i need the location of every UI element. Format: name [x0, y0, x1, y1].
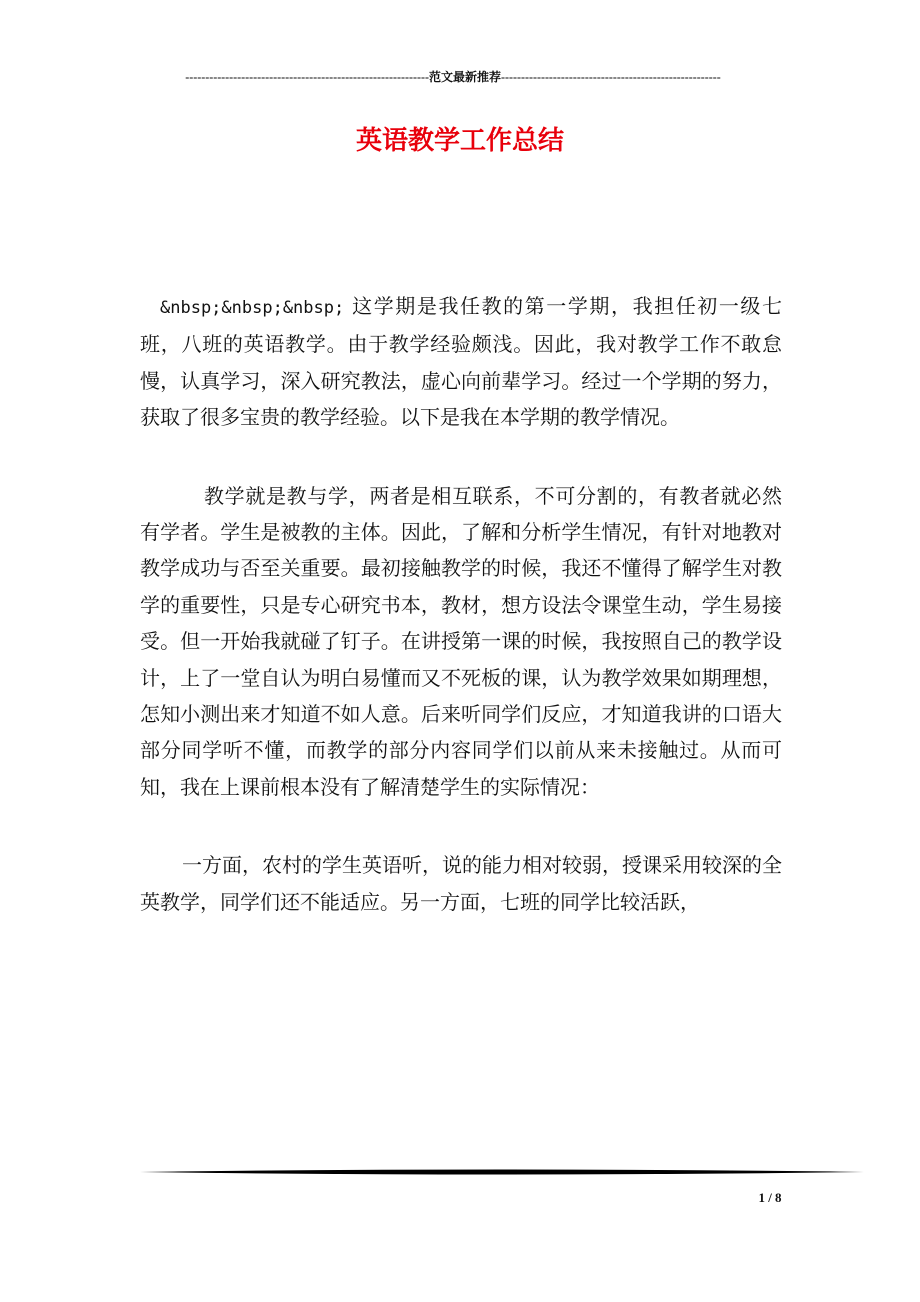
page-number: 1 / 8 [758, 1190, 782, 1205]
footer-divider [140, 1168, 864, 1176]
paragraph-text: 这学期是我任教的第一学期，我担任初一级七班，八班的英语教学。由于教学经验颇浅。因此，我对教学工作不敢怠慢，认真学习，深入研究教法，虚心向前辈学习。经过一个学期的努力，获取了很多宝贵的教学经验。以下是我在本学期的教学情况。 [140, 294, 782, 430]
paragraph [140, 288, 782, 436]
document-title: 英语教学工作总结 [355, 126, 564, 156]
header-banner: -------------------------------------------------------------范文最新推荐------------------------------------------------------- [185, 70, 721, 84]
paragraph-text: 一方面，农村的学生英语听，说的能力相对较弱，授课采用较深的全英教学，同学们还不能适应。另一方面，七班的同学比较活跃， [140, 853, 782, 914]
paragraph [140, 478, 782, 806]
literal-nbsp-text: &nbsp;&nbsp;&nbsp; [160, 298, 345, 318]
paragraph-text: 教学就是教与学，两者是相互联系，不可分割的，有教者就必然有学者。学生是被教的主体。因此，了解和分析学生情况，有针对地教对教学成功与否至关重要。最初接触教学的时候，我还不懂得了解学生对教学的重要性，只是专心研究书本，教材，想方设法令课堂生动，学生易接受。但一开始我就碰了钉子。在讲授第一课的时候，我按照自己的教学设计，上了一堂自认为明白易懂而又不死板的课，认为教学效果如期理想，怎知小测出来才知道不如人意。后来听同学们反应，才知道我讲的口语大部分同学听不懂，而教学的部分内容同学们以前从来未接触过。从而可知，我在上课前根本没有了解清楚学生的实际情况： [140, 483, 782, 799]
document-body [140, 288, 782, 962]
paragraph [140, 847, 782, 920]
